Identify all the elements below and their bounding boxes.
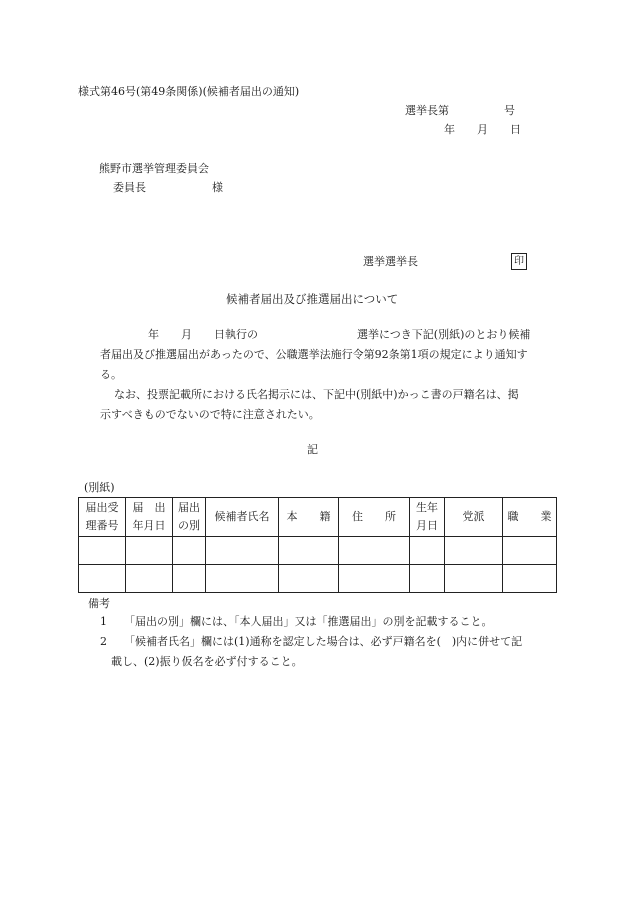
table-cell: [206, 537, 279, 565]
document-number: 選挙長第 号: [405, 104, 515, 117]
ki-heading: 記: [307, 443, 318, 456]
body-line: 示すべきものでないので特に注意されたい。: [100, 408, 320, 421]
header-receipt-number: 届出受 理番号: [79, 498, 126, 537]
table-cell: [410, 565, 445, 593]
subject-title: 候補者届出及び推選届出について: [226, 292, 399, 306]
table-cell: [126, 565, 173, 593]
header-filing-date: 届 出 年月日: [126, 498, 173, 537]
table-cell: [173, 565, 206, 593]
header-party: 党派: [445, 498, 503, 537]
header-occupation: 職 業: [503, 498, 557, 537]
seal-mark: 印: [511, 253, 527, 270]
body-line: なお、投票記載所における氏名掲示には、下記中(別紙中)かっこ書の戸籍名は、掲: [114, 388, 519, 401]
attachment-label: (別紙): [84, 481, 115, 494]
table-cell: [445, 565, 503, 593]
table-row: [79, 537, 557, 565]
recipient-org: 熊野市選挙管理委員会: [99, 162, 209, 175]
header-address: 住 所: [339, 498, 410, 537]
table-row: [79, 565, 557, 593]
recipient-person: 委員長 様: [113, 181, 223, 194]
header-filing-type: 届出 の別: [173, 498, 206, 537]
table-cell: [503, 565, 557, 593]
table-cell: [503, 537, 557, 565]
body-line: 年 月 日執行の 選挙につき下記(別紙)のとおり候補: [148, 328, 531, 341]
form-number: 様式第46号(第49条関係)(候補者届出の通知): [78, 85, 300, 98]
sender-label: 選挙選挙長: [363, 255, 418, 268]
table-header-row: [79, 498, 557, 537]
table-cell: [279, 537, 339, 565]
table-cell: [206, 565, 279, 593]
note-1-number: 1: [100, 615, 107, 628]
header-domicile: 本 籍: [279, 498, 339, 537]
table-cell: [79, 537, 126, 565]
notes-title: 備考: [88, 597, 110, 610]
note-1-text: 「届出の別」欄には、「本人届出」又は「推選届出」の別を記載すること。: [124, 615, 493, 628]
body-line: 者届出及び推選届出があったので、公職選挙法施行令第92条第1項の規定により通知す: [100, 348, 528, 361]
header-birth-date: 生年 月日: [410, 498, 445, 537]
note-2-text-line-1: 「候補者氏名」欄には(1)通称を認定した場合は、必ず戸籍名を( )内に併せて記: [124, 635, 523, 648]
body-paragraph-1: [100, 325, 552, 385]
table-cell: [445, 537, 503, 565]
candidate-table: [78, 497, 557, 593]
body-line: る。: [100, 368, 122, 381]
body-paragraph-2: [100, 385, 552, 425]
header-candidate-name: 候補者氏名: [206, 498, 279, 537]
table-cell: [79, 565, 126, 593]
table-cell: [339, 565, 410, 593]
document-date: 年 月 日: [444, 123, 521, 136]
note-2-number: 2: [100, 635, 107, 648]
table-cell: [126, 537, 173, 565]
table-cell: [279, 565, 339, 593]
note-2-text-line-2: 載し、(2)振り仮名を必ず付すること。: [111, 655, 303, 668]
table-cell: [410, 537, 445, 565]
table-cell: [173, 537, 206, 565]
table-cell: [339, 537, 410, 565]
